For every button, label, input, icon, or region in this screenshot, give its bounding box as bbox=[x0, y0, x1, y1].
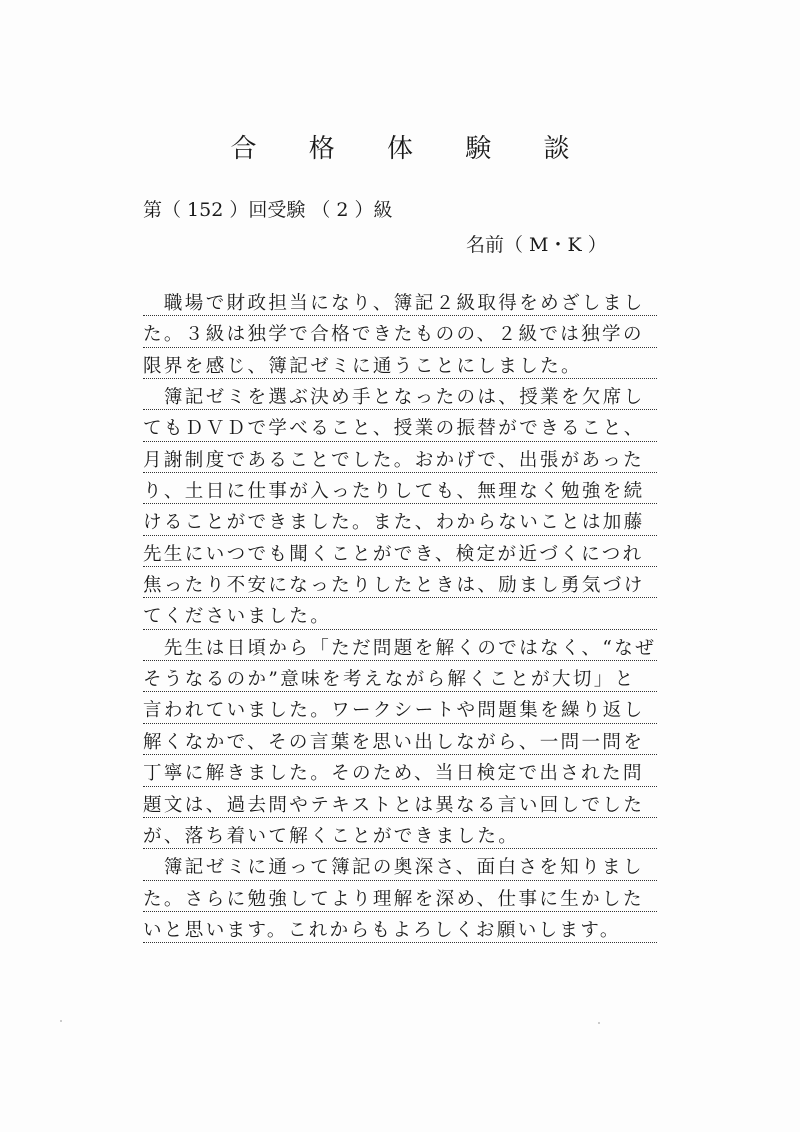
scan-speck bbox=[60, 1020, 62, 1022]
scan-speck bbox=[598, 1022, 600, 1024]
body-line: 焦ったり不安になったりしたときは、励まし勇気づけ bbox=[143, 570, 663, 601]
body-line: 職場で財政担当になり、簿記２級取得をめざしまし bbox=[143, 288, 663, 319]
body-line: 限界を感じ、簿記ゼミに通うことにしました。 bbox=[143, 351, 663, 382]
body-line: 簿記ゼミを選ぶ決め手となったのは、授業を欠席し bbox=[143, 382, 663, 413]
body-line: てくださいました。 bbox=[143, 601, 663, 632]
body-line: 先生にいつでも聞くことができ、検定が近づくにつれ bbox=[143, 539, 663, 570]
body-line: そうなるのか”意味を考えながら解くことが大切」と bbox=[143, 664, 663, 695]
body-line: り、土日に仕事が入ったりしても、無理なく勉強を続 bbox=[143, 476, 663, 507]
body-line: 簿記ゼミに通って簿記の奥深さ、面白さを知りまし bbox=[143, 852, 663, 883]
essay-body bbox=[143, 288, 663, 946]
body-line: た。３級は独学で合格できたものの、２級では独学の bbox=[143, 319, 663, 350]
body-line: 丁寧に解きました。そのため、当日検定で出された問 bbox=[143, 758, 663, 789]
page-title: 合 格 体 験 談 bbox=[230, 134, 592, 164]
body-line: 月謝制度であることでした。おかげで、出張があった bbox=[143, 445, 663, 476]
author-name-line: 名前（ M・K ） bbox=[466, 234, 607, 256]
body-line: 言われていました。ワークシートや問題集を繰り返し bbox=[143, 695, 663, 726]
body-line: 題文は、過去問やテキストとは異なる言い回しでした bbox=[143, 790, 663, 821]
body-line: てもＤＶＤで学べること、授業の振替ができること、 bbox=[143, 413, 663, 444]
body-line: 先生は日頃から「ただ問題を解くのではなく、“なぜ bbox=[143, 633, 663, 664]
body-line: けることができました。また、わからないことは加藤 bbox=[143, 507, 663, 538]
exam-session-line: 第（ 152 ）回受験 （ 2 ）級 bbox=[143, 199, 393, 221]
body-line: 解くなかで、その言葉を思い出しながら、一問一問を bbox=[143, 727, 663, 758]
body-line: た。さらに勉強してより理解を深め、仕事に生かした bbox=[143, 884, 663, 915]
body-line: が、落ち着いて解くことができました。 bbox=[143, 821, 663, 852]
body-line: いと思います。これからもよろしくお願いします。 bbox=[143, 915, 663, 946]
